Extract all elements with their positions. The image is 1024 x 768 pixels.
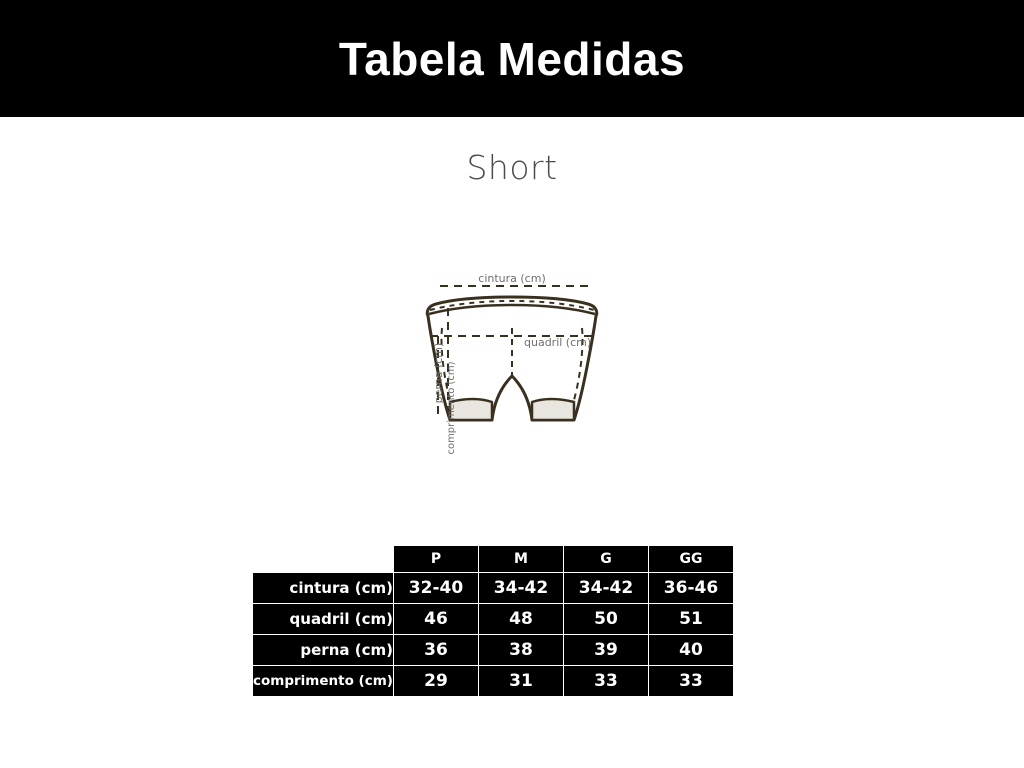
cell-comprimento-m: 31 — [478, 666, 563, 697]
cell-cintura-p: 32-40 — [393, 573, 478, 604]
table-corner-cell — [253, 546, 394, 573]
cell-perna-gg: 40 — [648, 635, 733, 666]
column-header-m: M — [478, 546, 563, 573]
size-table-container — [252, 545, 734, 697]
svg-text:quadril (cm): quadril (cm) — [524, 336, 592, 349]
cell-comprimento-gg: 33 — [648, 666, 733, 697]
cell-comprimento-p: 29 — [393, 666, 478, 697]
cell-quadril-g: 50 — [563, 604, 648, 635]
header-bar — [0, 0, 1024, 117]
table-row — [253, 666, 734, 697]
row-label-quadril: quadril (cm) — [253, 604, 394, 635]
cell-quadril-p: 46 — [393, 604, 478, 635]
size-table — [252, 545, 734, 697]
svg-text:cintura (cm): cintura (cm) — [478, 272, 546, 285]
column-header-gg: GG — [648, 546, 733, 573]
svg-text:perna (cm): perna (cm) — [432, 342, 445, 404]
table-header-row — [253, 546, 734, 573]
product-subtitle: Short — [466, 148, 558, 187]
cell-perna-g: 39 — [563, 635, 648, 666]
cell-cintura-m: 34-42 — [478, 573, 563, 604]
row-label-comprimento: comprimento (cm) — [253, 666, 394, 697]
cell-cintura-gg: 36-46 — [648, 573, 733, 604]
column-header-p: P — [393, 546, 478, 573]
cell-quadril-gg: 51 — [648, 604, 733, 635]
cell-comprimento-g: 33 — [563, 666, 648, 697]
svg-text:comprimento (cm): comprimento (cm) — [446, 361, 457, 455]
cell-cintura-g: 34-42 — [563, 573, 648, 604]
cell-perna-p: 36 — [393, 635, 478, 666]
cell-perna-m: 38 — [478, 635, 563, 666]
page-title: Tabela Medidas — [338, 32, 686, 85]
row-label-cintura: cintura (cm) — [253, 573, 394, 604]
table-row — [253, 604, 734, 635]
table-row — [253, 573, 734, 604]
table-row — [253, 635, 734, 666]
shorts-illustration — [392, 268, 632, 458]
cell-quadril-m: 48 — [478, 604, 563, 635]
column-header-g: G — [563, 546, 648, 573]
row-label-perna: perna (cm) — [253, 635, 394, 666]
